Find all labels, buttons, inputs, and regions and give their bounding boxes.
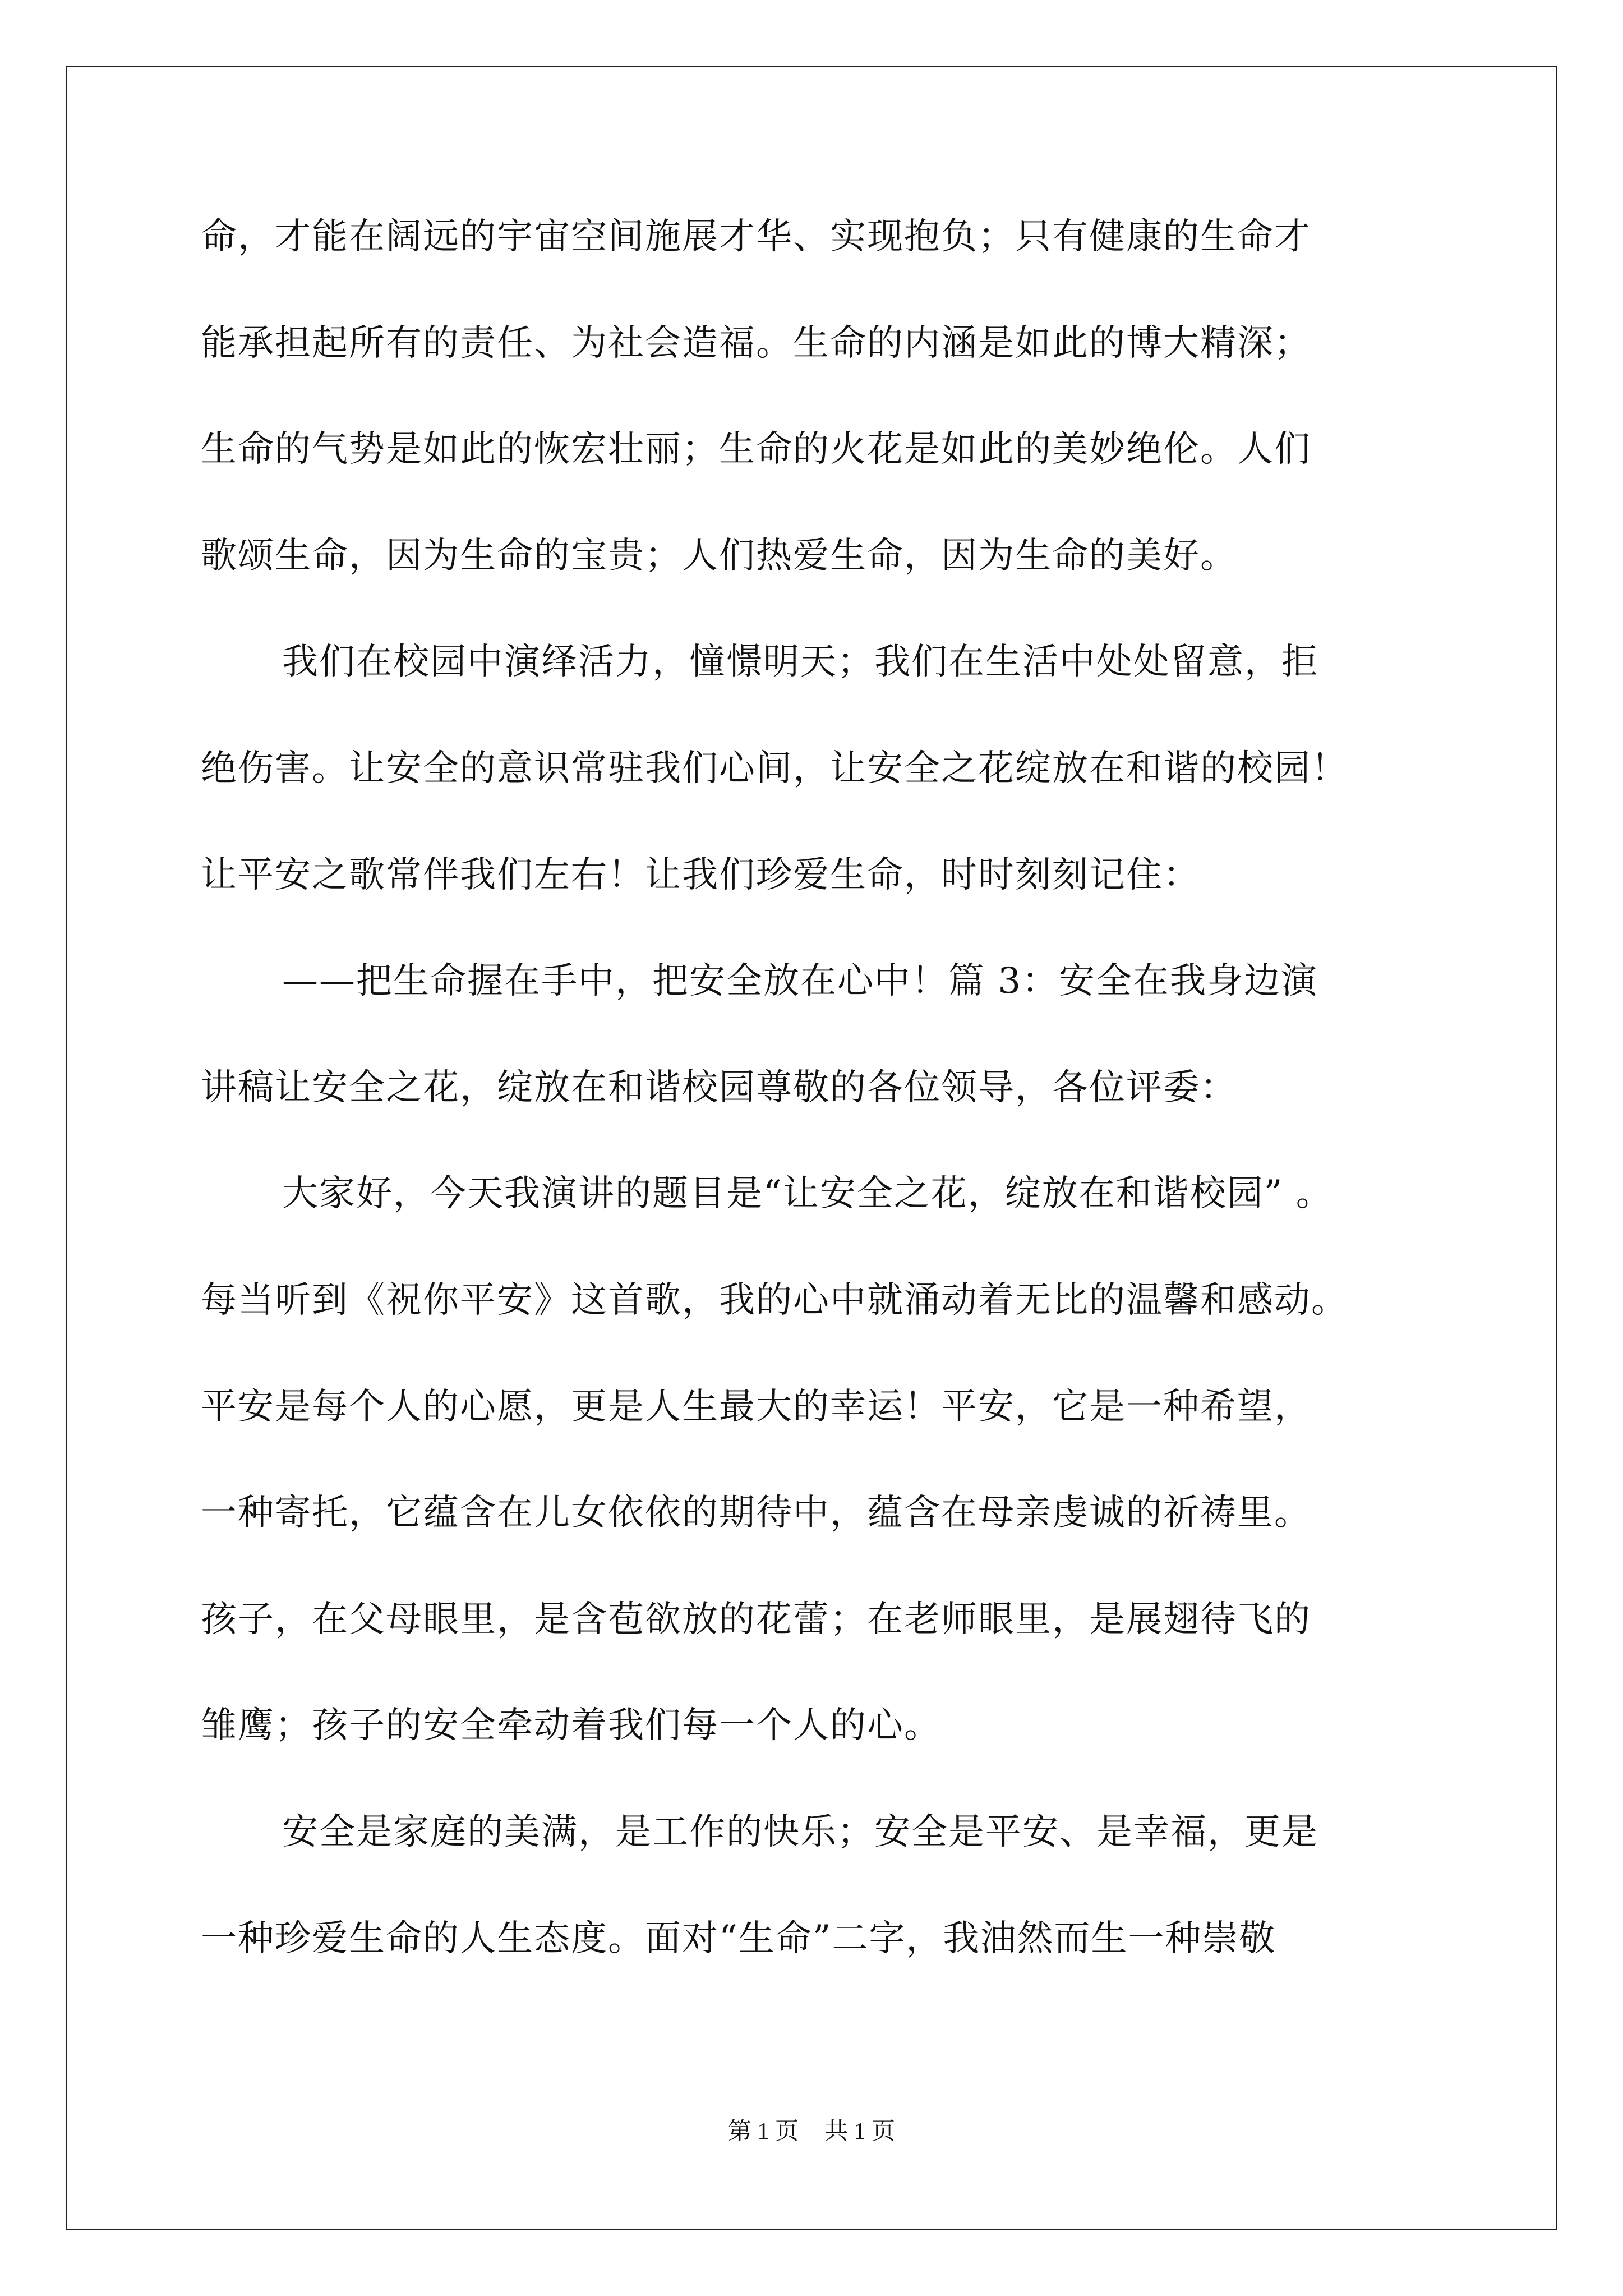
text-line: 能承担起所有的责任、为社会造福。生命的内涵是如此的博大精深；: [201, 322, 1311, 364]
paragraph-first-line: 大家好，今天我演讲的题目是“让安全之花，绽放在和谐校园” 。: [282, 1173, 1333, 1215]
paragraph-first-line: 安全是家庭的美满，是工作的快乐；安全是平安、是幸福，更是: [282, 1811, 1318, 1853]
text-line: 每当听到《祝你平安》这首歌，我的心中就涌动着无比的温馨和感动。: [201, 1279, 1348, 1321]
document-body: [201, 214, 1435, 2022]
text-line: 一种寄托，它蕴含在儿女依依的期待中，蕴含在母亲虔诚的祈祷里。: [201, 1492, 1311, 1534]
page-footer: [0, 2118, 1623, 2146]
text-line: 歌颂生命，因为生命的宝贵；人们热爱生命，因为生命的美好。: [201, 535, 1237, 577]
text-line: 平安是每个人的心愿，更是人生最大的幸运！平安，它是一种希望，: [201, 1386, 1311, 1428]
paragraph-first-line: 我们在校园中演绎活力，憧憬明天；我们在生活中处处留意，拒: [282, 641, 1318, 683]
page-number: 第 1 页: [727, 2119, 799, 2145]
text-line: 一种珍爱生命的人生态度。面对“生命”二字，我油然而生一种崇敬: [201, 1917, 1276, 1959]
paragraph-first-line: ——把生命握在手中，把安全放在心中！篇 3：安全在我身边演: [282, 960, 1318, 1002]
text-line: 雏鹰；孩子的安全牵动着我们每一个人的心。: [201, 1705, 941, 1747]
text-line: 命，才能在阔远的宇宙空间施展才华、实现抱负；只有健康的生命才: [201, 216, 1311, 257]
page-total: 共 1 页: [824, 2119, 896, 2145]
text-line: 让平安之歌常伴我们左右！让我们珍爱生命，时时刻刻记住：: [201, 854, 1200, 896]
text-line: 绝伤害。让安全的意识常驻我们心间，让安全之花绽放在和谐的校园！: [201, 747, 1348, 789]
text-line: 讲稿让安全之花，绽放在和谐校园尊敬的各位领导，各位评委：: [201, 1066, 1237, 1108]
text-line: 孩子，在父母眼里，是含苞欲放的花蕾；在老师眼里，是展翅待飞的: [201, 1598, 1311, 1640]
text-line: 生命的气势是如此的恢宏壮丽；生命的火花是如此的美妙绝伦。人们: [201, 429, 1311, 471]
